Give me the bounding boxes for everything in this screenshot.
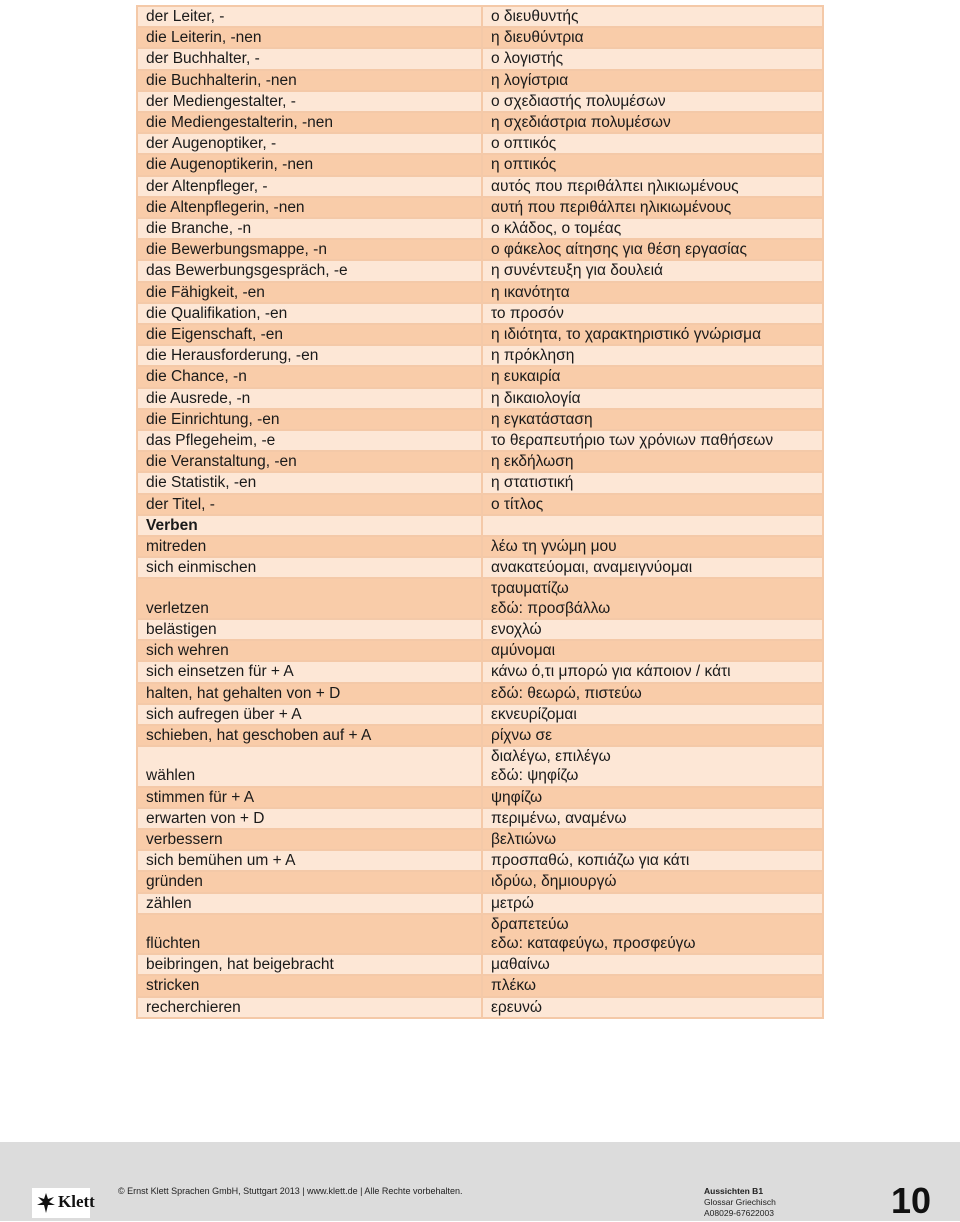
greek-translation: η λογίστρια [491, 71, 569, 89]
greek-translation-cell [482, 704, 823, 725]
glossary-row [137, 787, 823, 808]
greek-translation-cell [482, 388, 823, 409]
glossary-row [137, 133, 823, 154]
german-term: belästigen [146, 620, 217, 638]
greek-translation-cell [482, 430, 823, 451]
german-term-cell [137, 515, 482, 536]
glossary-row [137, 829, 823, 850]
german-term: sich aufregen über + A [146, 705, 302, 723]
glossary-row [137, 388, 823, 409]
glossary-row [137, 345, 823, 366]
german-term-cell [137, 260, 482, 281]
glossary-row [137, 27, 823, 48]
greek-translation-cell [482, 218, 823, 239]
german-term: die Chance, -n [146, 368, 247, 386]
glossary-row [137, 536, 823, 557]
greek-translation: η οπτικός [491, 156, 557, 174]
german-term: flüchten [146, 934, 201, 952]
greek-translation: η συνέντευξη για δουλειά [491, 262, 664, 280]
greek-translation: λέω τη γνώμη μου [491, 538, 617, 556]
document-title: Glossar Griechisch [704, 1197, 776, 1207]
greek-translation-cell [482, 366, 823, 387]
greek-translation: η πρόκληση [491, 347, 575, 365]
greek-translation: εδώ: προσβάλλω [491, 599, 611, 617]
german-term: die Eigenschaft, -en [146, 326, 284, 344]
greek-translation-cell [482, 683, 823, 704]
glossary-row [137, 661, 823, 682]
greek-translation-cell [482, 6, 823, 27]
glossary-row [137, 239, 823, 260]
greek-translation: διαλέγω, επιλέγω [491, 748, 611, 766]
greek-translation-cell [482, 557, 823, 578]
greek-translation-cell [482, 451, 823, 472]
german-term: der Titel, - [146, 495, 215, 513]
german-term-cell [137, 197, 482, 218]
greek-translation-cell [482, 893, 823, 914]
greek-translation: ο φάκελος αίτησης για θέση εργασίας [491, 241, 747, 259]
german-term-cell [137, 850, 482, 871]
german-term: beibringen, hat beigebracht [146, 956, 334, 974]
glossary-row [137, 176, 823, 197]
german-term: wählen [146, 767, 196, 785]
german-term: der Buchhalter, - [146, 50, 260, 68]
greek-translation: μαθαίνω [491, 956, 550, 974]
german-term-cell [137, 430, 482, 451]
greek-translation-cell [482, 746, 823, 786]
greek-translation-cell [482, 324, 823, 345]
glossary-row [137, 197, 823, 218]
german-term: die Qualifikation, -en [146, 304, 288, 322]
greek-translation: ιδρύω, δημιουργώ [491, 873, 617, 891]
german-term: die Altenpflegerin, -nen [146, 198, 305, 216]
greek-translation-cell [482, 48, 823, 69]
greek-translation-cell [482, 472, 823, 493]
glossary-row [137, 619, 823, 640]
document-imprint [704, 1186, 776, 1219]
glossary-row [137, 451, 823, 472]
greek-translation: ενοχλώ [491, 620, 542, 638]
greek-translation-cell [482, 871, 823, 892]
greek-translation: μετρώ [491, 894, 534, 912]
greek-translation: ψηφίζω [491, 788, 543, 806]
german-term-cell [137, 536, 482, 557]
german-term-cell [137, 871, 482, 892]
glossary-row [137, 260, 823, 281]
greek-translation-cell [482, 239, 823, 260]
greek-translation: εδω: καταφεύγω, προσφεύγω [491, 934, 696, 952]
glossary-row [137, 683, 823, 704]
glossary-row [137, 494, 823, 515]
greek-translation-cell [482, 954, 823, 975]
greek-translation-cell [482, 282, 823, 303]
greek-translation: η ευκαιρία [491, 368, 561, 386]
german-term-cell [137, 808, 482, 829]
german-term-cell [137, 472, 482, 493]
greek-translation: το προσόν [491, 304, 564, 322]
german-term-cell [137, 661, 482, 682]
german-term-cell [137, 787, 482, 808]
german-term-cell [137, 557, 482, 578]
german-term-cell [137, 303, 482, 324]
german-term-cell [137, 388, 482, 409]
glossary-row [137, 725, 823, 746]
glossary-row [137, 70, 823, 91]
glossary-row [137, 112, 823, 133]
german-term-cell [137, 619, 482, 640]
german-term: die Mediengestalterin, -nen [146, 114, 333, 132]
greek-translation-cell [482, 154, 823, 175]
german-term: die Ausrede, -n [146, 389, 251, 407]
greek-translation-cell [482, 725, 823, 746]
greek-translation-cell [482, 829, 823, 850]
german-term: sich einsetzen für + A [146, 663, 294, 681]
greek-translation-cell [482, 515, 823, 536]
greek-translation-cell [482, 303, 823, 324]
glossary-row [137, 578, 823, 618]
greek-translation: ο κλάδος, ο τομέας [491, 220, 622, 238]
glossary-row [137, 871, 823, 892]
german-term-cell [137, 324, 482, 345]
logo-text: Klett [58, 1192, 95, 1211]
greek-translation: περιμένω, αναμένω [491, 809, 627, 827]
greek-translation: προσπαθώ, κοπιάζω για κάτι [491, 852, 690, 870]
german-term: der Augenoptiker, - [146, 135, 277, 153]
glossary-row [137, 6, 823, 27]
german-term: sich einmischen [146, 559, 257, 577]
german-term: verbessern [146, 830, 223, 848]
greek-translation [491, 516, 814, 535]
german-term-cell [137, 239, 482, 260]
german-term: die Augenoptikerin, -nen [146, 156, 314, 174]
german-term-cell [137, 176, 482, 197]
greek-translation: τραυματίζω [491, 580, 569, 598]
greek-translation: αμύνομαι [491, 642, 556, 660]
german-term-cell [137, 112, 482, 133]
glossary-body [137, 6, 823, 1018]
greek-translation-cell [482, 70, 823, 91]
german-term-cell [137, 6, 482, 27]
greek-translation: η σχεδιάστρια πολυμέσων [491, 114, 671, 132]
german-term-cell [137, 366, 482, 387]
german-term-cell [137, 746, 482, 786]
greek-translation-cell [482, 619, 823, 640]
german-term: stimmen für + A [146, 788, 255, 806]
german-term: die Fähigkeit, -en [146, 283, 265, 301]
greek-translation: η ικανότητα [491, 283, 570, 301]
greek-translation-cell [482, 787, 823, 808]
greek-translation: δραπετεύω [491, 915, 569, 933]
greek-translation-cell [482, 850, 823, 871]
greek-translation: η εγκατάσταση [491, 410, 593, 428]
greek-translation: ο τίτλος [491, 495, 544, 513]
glossary-row [137, 366, 823, 387]
german-term: mitreden [146, 538, 207, 556]
german-term: die Veranstaltung, -en [146, 453, 297, 471]
glossary-row [137, 704, 823, 725]
glossary-row [137, 640, 823, 661]
copyright-notice: © Ernst Klett Sprachen GmbH, Stuttgart 2013 | www.klett.de | Alle Rechte vorbehalten. [118, 1186, 463, 1196]
glossary-row [137, 954, 823, 975]
german-term-cell [137, 133, 482, 154]
german-term: gründen [146, 873, 203, 891]
glossary-row [137, 324, 823, 345]
german-term [146, 915, 473, 934]
german-term-cell [137, 154, 482, 175]
document-code: A08029-67622003 [704, 1208, 774, 1218]
german-term-cell [137, 91, 482, 112]
german-term-cell [137, 451, 482, 472]
german-term: sich bemühen um + A [146, 852, 296, 870]
greek-translation-cell [482, 808, 823, 829]
german-term [146, 747, 473, 766]
greek-translation-cell [482, 661, 823, 682]
german-term: die Buchhalterin, -nen [146, 71, 297, 89]
greek-translation-cell [482, 914, 823, 954]
greek-translation: το θεραπευτήριο των χρόνιων παθήσεων [491, 432, 774, 450]
glossary-row [137, 850, 823, 871]
glossary-row [137, 975, 823, 996]
german-term: sich wehren [146, 642, 229, 660]
german-term: die Leiterin, -nen [146, 29, 262, 47]
german-term [146, 579, 473, 598]
glossary-table [136, 5, 824, 1019]
greek-translation-cell [482, 640, 823, 661]
greek-translation-cell [482, 176, 823, 197]
german-term-cell [137, 914, 482, 954]
german-term: die Einrichtung, -en [146, 410, 280, 428]
greek-translation-cell [482, 27, 823, 48]
glossary-row [137, 893, 823, 914]
german-term-cell [137, 725, 482, 746]
german-term-cell [137, 282, 482, 303]
greek-translation: ο διευθυντής [491, 8, 579, 25]
greek-translation: ο λογιστής [491, 50, 564, 68]
german-term-cell [137, 218, 482, 239]
glossary-row [137, 48, 823, 69]
greek-translation: η ιδιότητα, το χαρακτηριστικό γνώρισμα [491, 326, 762, 344]
german-term: die Bewerbungsmappe, -n [146, 241, 327, 259]
german-term: das Pflegeheim, -e [146, 432, 276, 450]
german-term-cell [137, 829, 482, 850]
german-term: der Mediengestalter, - [146, 92, 296, 110]
german-term-cell [137, 70, 482, 91]
greek-translation: ερευνώ [491, 998, 542, 1016]
greek-translation-cell [482, 112, 823, 133]
german-term: das Bewerbungsgespräch, -e [146, 262, 348, 280]
german-term-cell [137, 954, 482, 975]
glossary-row [137, 91, 823, 112]
german-term-cell [137, 345, 482, 366]
greek-translation-cell [482, 494, 823, 515]
glossary-row [137, 808, 823, 829]
german-term-cell [137, 27, 482, 48]
greek-translation: εκνευρίζομαι [491, 705, 577, 723]
greek-translation: αυτός που περιθάλπει ηλικιωμένους [491, 177, 739, 195]
klett-emblem-icon [34, 1191, 58, 1215]
greek-translation-cell [482, 197, 823, 218]
german-term: zählen [146, 894, 192, 912]
german-term-cell [137, 893, 482, 914]
german-term: Verben [146, 516, 198, 534]
glossary-row [137, 997, 823, 1018]
greek-translation: η στατιστική [491, 474, 574, 492]
german-term-cell [137, 640, 482, 661]
german-term-cell [137, 409, 482, 430]
glossary-row [137, 557, 823, 578]
german-term-cell [137, 997, 482, 1018]
german-term: der Altenpfleger, - [146, 177, 268, 195]
greek-translation-cell [482, 997, 823, 1018]
page-number: 10 [891, 1180, 932, 1221]
german-term-cell [137, 578, 482, 618]
glossary-row [137, 746, 823, 786]
german-term: die Branche, -n [146, 220, 252, 238]
greek-translation-cell [482, 91, 823, 112]
greek-translation: βελτιώνω [491, 830, 557, 848]
greek-translation-cell [482, 536, 823, 557]
greek-translation: κάνω ό,τι μπορώ για κάποιον / κάτι [491, 663, 731, 681]
klett-logo [32, 1188, 95, 1218]
german-term: stricken [146, 977, 200, 995]
german-term: schieben, hat geschoben auf + A [146, 726, 372, 744]
german-term: die Herausforderung, -en [146, 347, 319, 365]
greek-translation: η διευθύντρια [491, 29, 584, 47]
greek-translation: πλέκω [491, 977, 537, 995]
glossary-row [137, 914, 823, 954]
greek-translation-cell [482, 578, 823, 618]
german-term-cell [137, 975, 482, 996]
greek-translation: ο οπτικός [491, 135, 557, 153]
greek-translation: εδώ: ψηφίζω [491, 767, 579, 785]
greek-translation: εδώ: θεωρώ, πιστεύω [491, 684, 642, 702]
german-term: die Statistik, -en [146, 474, 257, 492]
book-title: Aussichten B1 [704, 1186, 764, 1196]
german-term-cell [137, 48, 482, 69]
greek-translation: ρίχνω σε [491, 726, 553, 744]
german-term: recherchieren [146, 998, 241, 1016]
greek-translation: ανακατεύομαι, αναμειγνύομαι [491, 559, 693, 577]
german-term: verletzen [146, 599, 209, 617]
greek-translation: η δικαιολογία [491, 389, 581, 407]
greek-translation: αυτή που περιθάλπει ηλικιωμένους [491, 198, 732, 216]
greek-translation-cell [482, 345, 823, 366]
glossary-row [137, 303, 823, 324]
greek-translation-cell [482, 975, 823, 996]
glossary-row [137, 472, 823, 493]
german-term-cell [137, 494, 482, 515]
glossary-row [137, 409, 823, 430]
greek-translation: η εκδήλωση [491, 453, 574, 471]
greek-translation: ο σχεδιαστής πολυμέσων [491, 92, 666, 110]
german-term: halten, hat gehalten von + D [146, 684, 341, 702]
greek-translation-cell [482, 260, 823, 281]
greek-translation-cell [482, 409, 823, 430]
glossary-row [137, 154, 823, 175]
page-footer [0, 1142, 960, 1221]
glossary-row [137, 430, 823, 451]
glossary-row [137, 282, 823, 303]
german-term-cell [137, 704, 482, 725]
greek-translation-cell [482, 133, 823, 154]
german-term: der Leiter, - [146, 8, 225, 25]
german-term: erwarten von + D [146, 809, 265, 827]
german-term-cell [137, 683, 482, 704]
section-heading-row [137, 515, 823, 536]
glossary-row [137, 218, 823, 239]
